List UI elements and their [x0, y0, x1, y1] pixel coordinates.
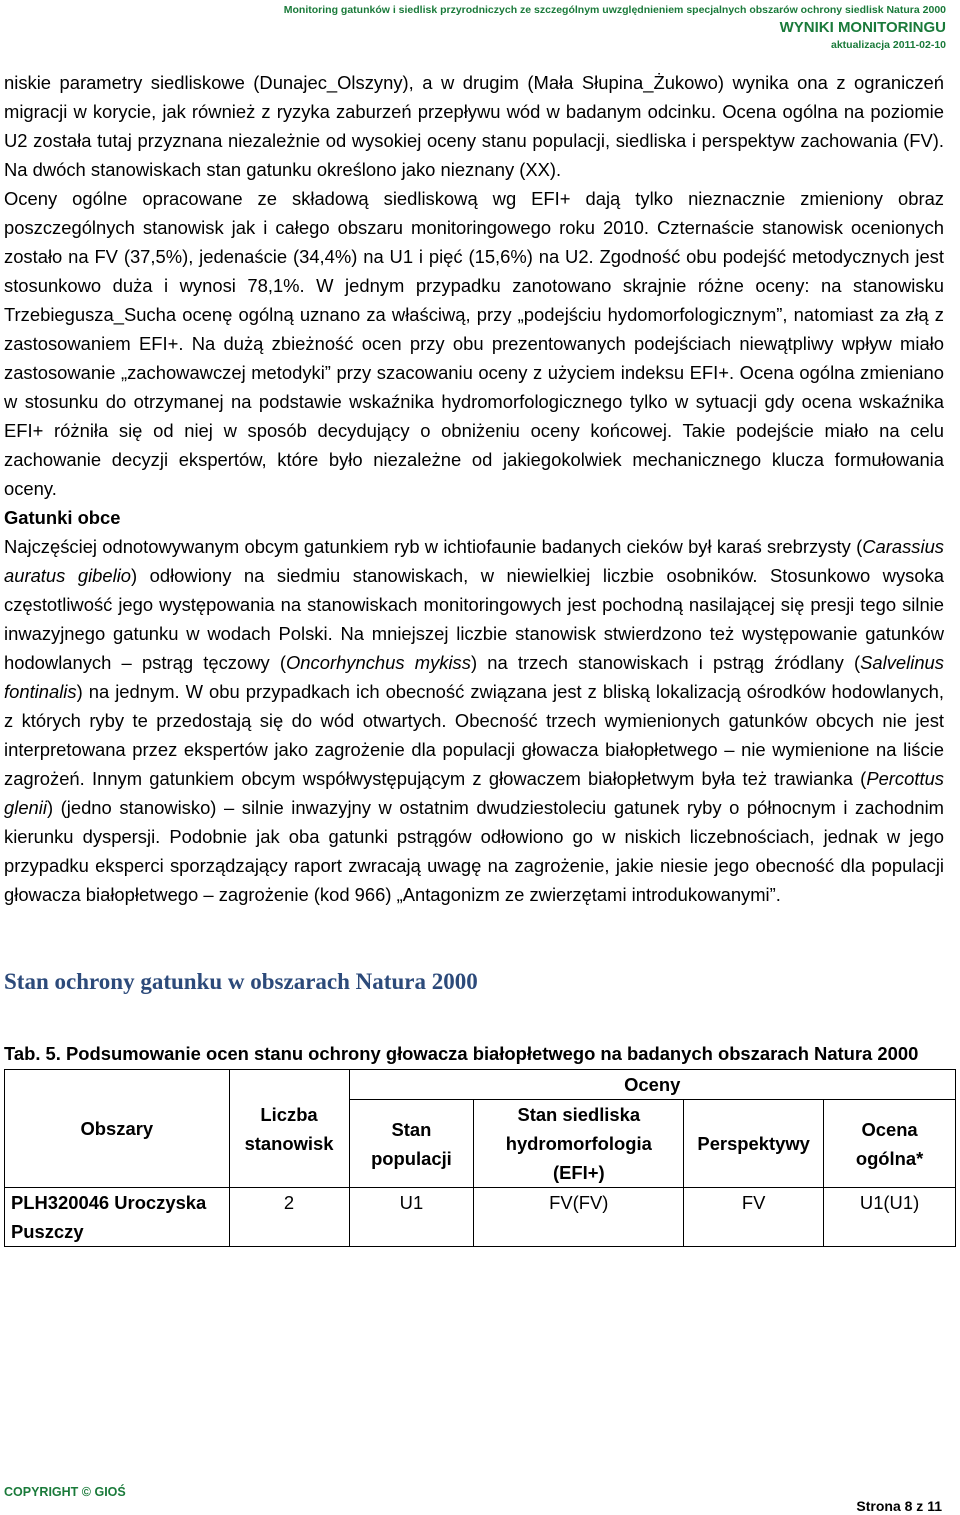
paragraph-1: niskie parametry siedliskowe (Dunajec_Olszyny), a w drugim (Mała Słupina_Żukowo) wynika ona z ograniczeń migracji w korycie, jak również z ryzyka zaburzeń przepływu wód w badanym odcinku. Ocena ogólna na poziomie U2 została tutaj przyznana niezależnie od wysokiej oceny stanu populacji, siedliska i perspektyw zachowania (FV). Na dwóch stanowiskach stan gatunku określono jako nieznany (XX). [4, 72, 944, 180]
header-report-title: WYNIKI MONITORINGU [779, 19, 946, 36]
species-name: Carassius auratus gibelio [4, 536, 944, 586]
species-name: Oncorhynchus mykiss [286, 652, 471, 673]
cell-obszar: PLH320046 Uroczyska Puszczy [5, 1188, 230, 1247]
cell-ocena: U1(U1) [824, 1188, 956, 1247]
cell-perspektywy: FV [684, 1188, 824, 1247]
species-name: Salvelinus fontinalis [4, 652, 944, 702]
paragraph-3-text: ) (jedno stanowisko) – silnie inwazyjny w ostatnim dwudziestoleciu gatunek ryby o północnym i zachodnim kierunku dyspersji. Podobnie jak oba gatunki pstrągów odłowiono go w niskich liczebnościach, jednak w jego przypadku eksperci sporządzający raport zwracają uwagę na zagrożenie, jakie niesie jego obecność dla populacji głowacza białopłetwego – zagrożenie (kod 966) „Antagonizm ze zwierzętami introdukowanymi”. [4, 797, 944, 905]
cell-populacja: U1 [349, 1188, 474, 1247]
cell-liczba: 2 [229, 1188, 349, 1247]
summary-table [4, 1069, 956, 1247]
header-stan-populacji: Stan populacji [349, 1100, 474, 1188]
page-header [284, 0, 946, 52]
header-ocena-ogolna: Ocena ogólna* [824, 1100, 956, 1188]
header-perspektywy: Perspektywy [684, 1100, 824, 1188]
paragraph-3 [4, 532, 944, 909]
paragraph-3-text: ) na trzech stanowiskach i pstrąg źródlany ( [470, 652, 861, 673]
species-name: Percottus glenii [4, 768, 944, 818]
table-header-row [5, 1070, 956, 1100]
header-update-date: aktualizacja 2011-02-10 [831, 39, 946, 51]
paragraph-3-text: ) odłowiony na siedmiu stanowiskach, w niewielkiej liczbie osobników. Stosunkowo wysoka częstotliwość jego występowania na stanowiskach monitoringowych jest pochodną nasilającej się presji tego silnie inwazyjnego gatunku w wodach Polski. Na mniejszej liczbie stanowisk stwierdzono też występowanie gatunków hodowlanych – pstrąg tęczowy ( [4, 565, 944, 673]
cell-siedlisko: FV(FV) [474, 1188, 684, 1247]
table-caption: Tab. 5. Podsumowanie ocen stanu ochrony głowacza białopłetwego na badanych obszarach Natura 2000 [4, 1043, 919, 1064]
header-oceny: Oceny [349, 1070, 956, 1100]
header-obszary: Obszary [5, 1070, 230, 1188]
table-row [5, 1188, 956, 1247]
document-body [4, 68, 944, 1247]
section-title-natura: Stan ochrony gatunku w obszarach Natura 2000 [4, 969, 478, 994]
header-project-title: Monitoring gatunków i siedlisk przyrodniczych ze szczególnym uwzględnieniem specjalnych obszarów ochrony siedlisk Natura 2000 [283, 4, 946, 16]
heading-alien-species: Gatunki obce [4, 507, 121, 528]
paragraph-3-text: Najczęściej odnotowywanym obcym gatunkiem ryb w ichtiofaunie badanych cieków był karaś srebrzysty ( [4, 536, 863, 557]
paragraph-2: Oceny ogólne opracowane ze składową siedliskową wg EFI+ dają tylko nieznacznie zmieniony obraz poszczególnych stanowisk jak i całego obszaru monitoringowego roku 2010. Czternaście stanowisk ocenionych zostało na FV (37,5%), jedenaście (34,4%) na U1 i pięć (15,6%) na U2. Zgodność obu podejść metodycznych jest stosunkowo duża i wynosi 78,1%. W jednym przypadku zanotowano skrajnie różne oceny: na stanowisku Trzebiegusza_Sucha ocenę ogólną uznano za właściwą, przy „podejściu hydomorfologicznym”, natomiast za złą z zastosowaniem EFI+. Na dużą zbieżność ocen przy obu prezentowanych podejściach niewątpliwy wpływ miało zastosowanie „zachowawczej metodyki” przy szacowaniu oceny z użyciem indeksu EFI+. Ocena ogólna zmieniano w stosunku do otrzymanej na podstawie wskaźnika hydromorfologicznego tylko w sytuacji gdy ocena wskaźnika EFI+ różniła się od niej w sposób decydujący o obniżeniu oceny końcowej. Takie podejście miało na celu zachowanie decyzji ekspertów, które było niezależne od jakiegokolwiek mechanicznego klucza formułowania oceny. [4, 188, 944, 499]
footer-page-number: Strona 8 z 11 [856, 1498, 942, 1514]
footer-copyright: COPYRIGHT © GIOŚ [4, 1485, 126, 1499]
header-stan-siedliska: Stan siedliska hydromorfologia (EFI+) [474, 1100, 684, 1188]
header-liczba-stanowisk: Liczba stanowisk [229, 1070, 349, 1188]
paragraph-3-text: ) na jednym. W obu przypadkach ich obecność związana jest z bliską lokalizacją ośrodków hodowlanych, z których ryby te przedostają się do wód otwartych. Obecność trzech wymienionych gatunków obcych nie jest interpretowana przez ekspertów jako zagrożenie dla populacji głowacza białopłetwego – nie wymienione na liście zagrożeń. Innym gatunkiem obcym współwystępującym z głowaczem białopłetwym była też trawianka ( [4, 681, 944, 789]
